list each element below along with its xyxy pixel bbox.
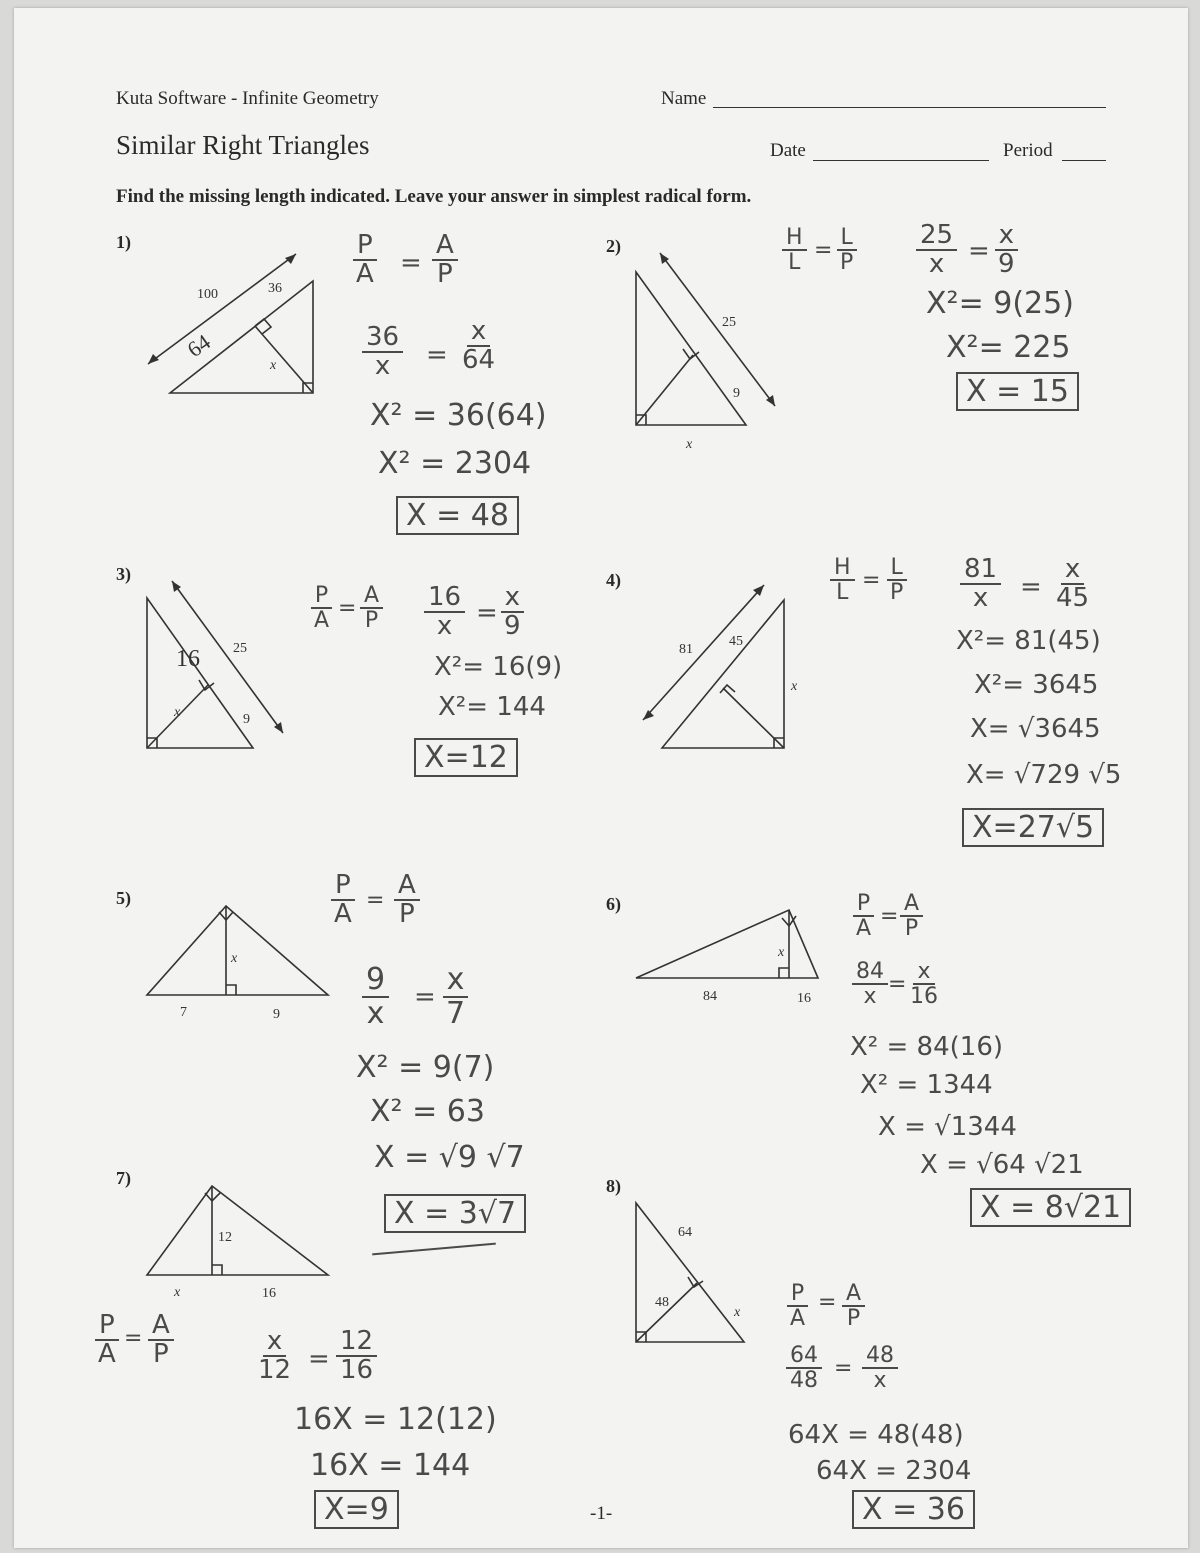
problem-5-triangle <box>147 906 328 995</box>
p3-answer-box: X=12 <box>414 738 518 777</box>
p6-equals: = <box>880 904 899 929</box>
p2-proportion-right: $\frac{x}{9}$ <box>994 222 1019 279</box>
p5-rule-left: $\frac{P}{A}$ <box>330 872 356 929</box>
p8-label-64: 64 <box>678 1225 692 1240</box>
p5-step-3: X = √9 √7 <box>374 1140 525 1175</box>
p6-step-1: X² = 84(16) <box>850 1032 1004 1062</box>
p6-rule-left: $\frac{P}{A}$ <box>852 892 875 940</box>
p6-step-4: X = √64 √21 <box>920 1150 1084 1180</box>
problem-7-triangle <box>147 1186 328 1275</box>
p3-handwritten-16: 16 <box>176 646 200 672</box>
p2-answer-box: X = 15 <box>956 372 1079 411</box>
p3-equals: = <box>338 596 357 621</box>
p8-proportion-equals: = <box>834 1356 853 1381</box>
p2-proportion-left: $\frac{25}{x}$ <box>916 222 957 279</box>
instructions: Find the missing length indicated. Leave your answer in simplest radical form. <box>116 186 752 207</box>
p4-proportion-right: $\frac{x}{45}$ <box>1056 554 1090 614</box>
p3-rule-right: $\frac{A}{P}$ <box>360 584 383 632</box>
p2-label-x: x <box>686 437 693 452</box>
p7-step-2: 16X = 144 <box>310 1448 471 1483</box>
problem-3-triangle <box>147 581 283 748</box>
p3-step-2: X²= 144 <box>438 692 546 722</box>
p2-step-1: X²= 9(25) <box>926 286 1074 321</box>
p3-label-25: 25 <box>233 641 247 656</box>
name-label: Name <box>661 88 707 109</box>
p8-rule-left: $\frac{P}{A}$ <box>786 1282 809 1330</box>
p4-label-81: 81 <box>679 642 693 657</box>
p5-proportion-right: $\frac{x}{7}$ <box>442 964 469 1029</box>
p4-rule-right: $\frac{L}{P}$ <box>886 556 907 604</box>
p4-label-x: x <box>791 679 798 694</box>
p6-proportion-equals: = <box>888 972 907 997</box>
p4-step-3: X= √3645 <box>970 714 1101 744</box>
problem-1-number: 1) <box>116 232 131 252</box>
p5-proportion-left: $\frac{9}{x}$ <box>362 964 389 1029</box>
p2-proportion-equals: = <box>968 236 990 266</box>
p3-rule-left: $\frac{P}{A}$ <box>310 584 333 632</box>
p8-label-x: x <box>734 1305 741 1320</box>
p7-rule-left: $\frac{P}{A}$ <box>94 1312 120 1369</box>
problem-4-number: 4) <box>606 570 621 590</box>
problem-8-triangle <box>636 1203 744 1342</box>
p1-answer-box: X = 48 <box>396 496 519 535</box>
p7-proportion-equals: = <box>308 1344 330 1374</box>
p1-equals: = <box>400 248 422 278</box>
p3-label-9: 9 <box>243 712 250 727</box>
p7-step-1: 16X = 12(12) <box>294 1402 497 1437</box>
p7-label-16: 16 <box>262 1286 276 1301</box>
p3-proportion-right: $\frac{x}{9}$ <box>500 584 525 641</box>
problem-6-triangle <box>636 910 818 978</box>
p3-proportion-equals: = <box>476 598 498 628</box>
p4-step-1: X²= 81(45) <box>956 626 1101 656</box>
p2-equals: = <box>814 238 833 263</box>
p3-step-1: X²= 16(9) <box>434 652 563 682</box>
p6-answer-box: X = 8√21 <box>970 1188 1131 1227</box>
p8-proportion-right: $\frac{48}{x}$ <box>862 1344 898 1392</box>
p7-label-x: x <box>174 1285 181 1300</box>
problem-7-number: 7) <box>116 1168 131 1188</box>
problem-4-triangle <box>643 585 784 748</box>
p8-proportion-left: $\frac{64}{48}$ <box>786 1344 822 1392</box>
problem-5-number: 5) <box>116 888 131 908</box>
p4-equals: = <box>862 568 881 593</box>
p5-step-1: X² = 9(7) <box>356 1050 495 1085</box>
p6-step-3: X = √1344 <box>878 1112 1017 1142</box>
p8-answer-box: X = 36 <box>852 1490 975 1529</box>
problem-8-number: 8) <box>606 1176 621 1196</box>
p8-step-2: 64X = 2304 <box>816 1456 972 1486</box>
p2-rule-left: $\frac{H}{L}$ <box>782 226 807 274</box>
p7-label-12: 12 <box>218 1230 232 1245</box>
p5-step-2: X² = 63 <box>370 1094 485 1129</box>
p6-label-84: 84 <box>703 989 717 1004</box>
problem-2-triangle <box>636 253 775 425</box>
page-number: -1- <box>590 1503 613 1524</box>
p2-label-9: 9 <box>733 386 740 401</box>
p1-proportion-left: $\frac{36}{x}$ <box>362 324 403 381</box>
problem-6-number: 6) <box>606 894 621 914</box>
p6-label-16: 16 <box>797 991 811 1006</box>
p4-step-2: X²= 3645 <box>974 670 1099 700</box>
p3-label-x: x <box>174 705 181 720</box>
p2-label-25: 25 <box>722 315 736 330</box>
worksheet-title: Similar Right Triangles <box>116 130 370 160</box>
p4-answer-box: X=27√5 <box>962 808 1104 847</box>
p6-label-x: x <box>778 945 785 960</box>
problem-1-triangle <box>148 254 313 393</box>
p8-equals: = <box>818 1290 837 1315</box>
p6-proportion-left: $\frac{84}{x}$ <box>852 960 888 1008</box>
period-label: Period <box>1003 140 1053 161</box>
p1-label-x: x <box>270 358 277 373</box>
p5-answer-box: X = 3√7 <box>384 1194 526 1233</box>
p4-step-4: X= √729 √5 <box>966 760 1122 790</box>
p1-step-2: X² = 2304 <box>378 446 532 481</box>
p6-step-2: X² = 1344 <box>860 1070 993 1100</box>
p6-rule-right: $\frac{A}{P}$ <box>900 892 923 940</box>
p1-step-1: X² = 36(64) <box>370 398 547 433</box>
p1-label-100: 100 <box>197 287 218 302</box>
p4-proportion-left: $\frac{81}{x}$ <box>960 556 1001 613</box>
p4-proportion-equals: = <box>1020 572 1042 602</box>
p6-proportion-right: $\frac{x}{16}$ <box>910 959 938 1010</box>
p7-answer-box: X=9 <box>314 1490 399 1529</box>
p1-proportion-right: $\frac{x}{64}$ <box>462 316 496 376</box>
p8-rule-right: $\frac{A}{P}$ <box>842 1282 865 1330</box>
p3-proportion-left: $\frac{16}{x}$ <box>424 584 465 641</box>
p5-equals: = <box>366 888 385 913</box>
publisher-label: Kuta Software - Infinite Geometry <box>116 88 379 109</box>
p5-label-7: 7 <box>180 1005 187 1020</box>
p1-rule-right: $\frac{A}{P}$ <box>432 232 458 289</box>
p2-rule-right: $\frac{L}{P}$ <box>836 226 857 274</box>
p7-proportion-left: $\frac{x}{12}$ <box>258 1326 292 1386</box>
p1-label-36: 36 <box>268 281 282 296</box>
date-label: Date <box>770 140 806 161</box>
p5-proportion-equals: = <box>414 982 436 1012</box>
p7-rule-right: $\frac{A}{P}$ <box>148 1312 174 1369</box>
p1-rule-left: $\frac{P}{A}$ <box>352 232 378 289</box>
p5-label-x: x <box>231 951 238 966</box>
p8-label-48: 48 <box>655 1295 669 1310</box>
p4-label-45: 45 <box>729 634 743 649</box>
problem-3-number: 3) <box>116 564 131 584</box>
p5-label-9: 9 <box>273 1007 280 1022</box>
p1-handwritten-64: 64 <box>182 328 215 363</box>
p4-rule-left: $\frac{H}{L}$ <box>830 556 855 604</box>
p2-step-2: X²= 225 <box>946 330 1071 365</box>
p1-proportion-equals: = <box>426 340 448 370</box>
p8-step-1: 64X = 48(48) <box>788 1420 964 1450</box>
p7-proportion-right: $\frac{12}{16}$ <box>336 1328 377 1385</box>
p5-rule-right: $\frac{A}{P}$ <box>394 872 420 929</box>
p7-equals: = <box>124 1326 143 1351</box>
problem-2-number: 2) <box>606 236 621 256</box>
